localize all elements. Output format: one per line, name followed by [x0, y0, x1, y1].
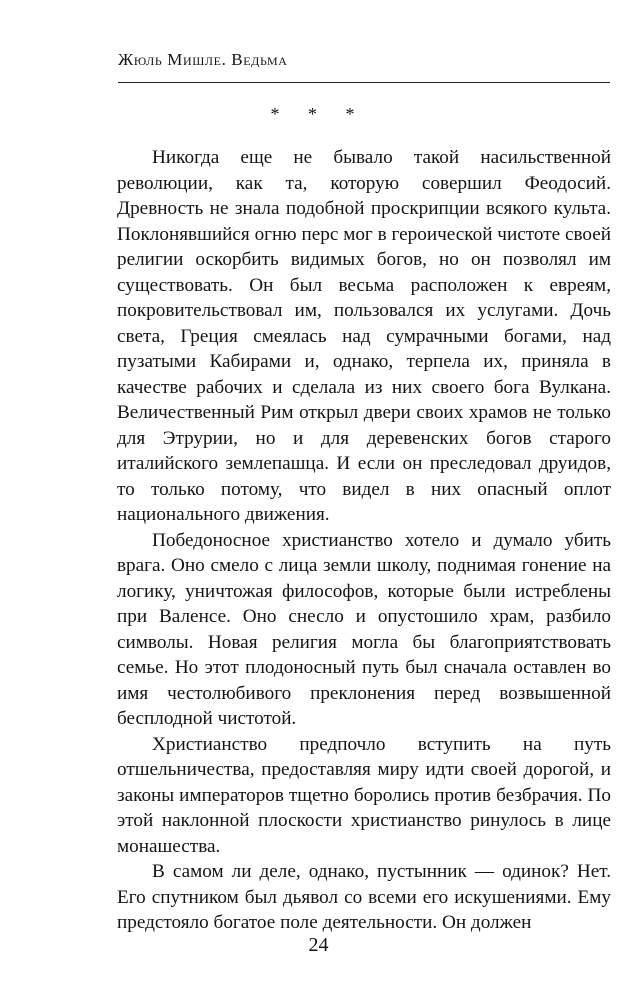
paragraph: Христианство предпочло вступить на путь отшельничества, предоставляя миру идти своей дорогой, и законы императоров тщетно боролись против безбрачия. По этой наклонной плоскости христианство ринулось в лице монашества.	[117, 733, 611, 857]
paragraph: В самом ли деле, однако, пустынник — одинок? Нет. Его спутником был дьявол со всеми его искушениями. Ему предстояло богатое поле деятельности. Он должен	[117, 861, 611, 933]
body-text	[117, 145, 611, 936]
paragraph: Никогда еще не бывало такой насильственной революции, как та, которую совершил Феодосий. Древность не знала подобной проскрипции всякого культа. Поклонявшийся огню перс мог в героической чистоте своей религии оскорбить видимых богов, но он позволял им существовать. Он был весьма расположен к евреям, покровительствовал им, пользовался их услугами. Дочь света, Греция смеялась над сумрачными богами, над пузатыми Кабирами и, однако, терпела их, приняла в качестве рабочих и сделала из них своего бога Вулкана. Величественный Рим открыл двери своих храмов не только для Этрурии, но и для деревенских богов старого италийского землепашца. И если он преследовал друидов, то только потому, что видел в них опасный оплот национального движения.	[117, 147, 611, 525]
section-break-asterisks: * * *	[270, 104, 367, 124]
header-rule	[118, 82, 610, 83]
paragraph: Победоносное христианство хотело и думало убить врага. Оно смело с лица земли школу, поднимая гонение на логику, уничтожая философов, которые были истреблены при Валенсе. Оно снесло и опустошило храм, разбило символы. Новая религия могла бы благоприятствовать семье. Но этот плодоносный путь был сначала оставлен во имя честолюбивого преклонения перед возвышенной бесплодной чистотой.	[117, 529, 611, 729]
page-number: 24	[308, 934, 329, 956]
running-head: Жюль Мишле. Ведьма	[118, 50, 288, 69]
